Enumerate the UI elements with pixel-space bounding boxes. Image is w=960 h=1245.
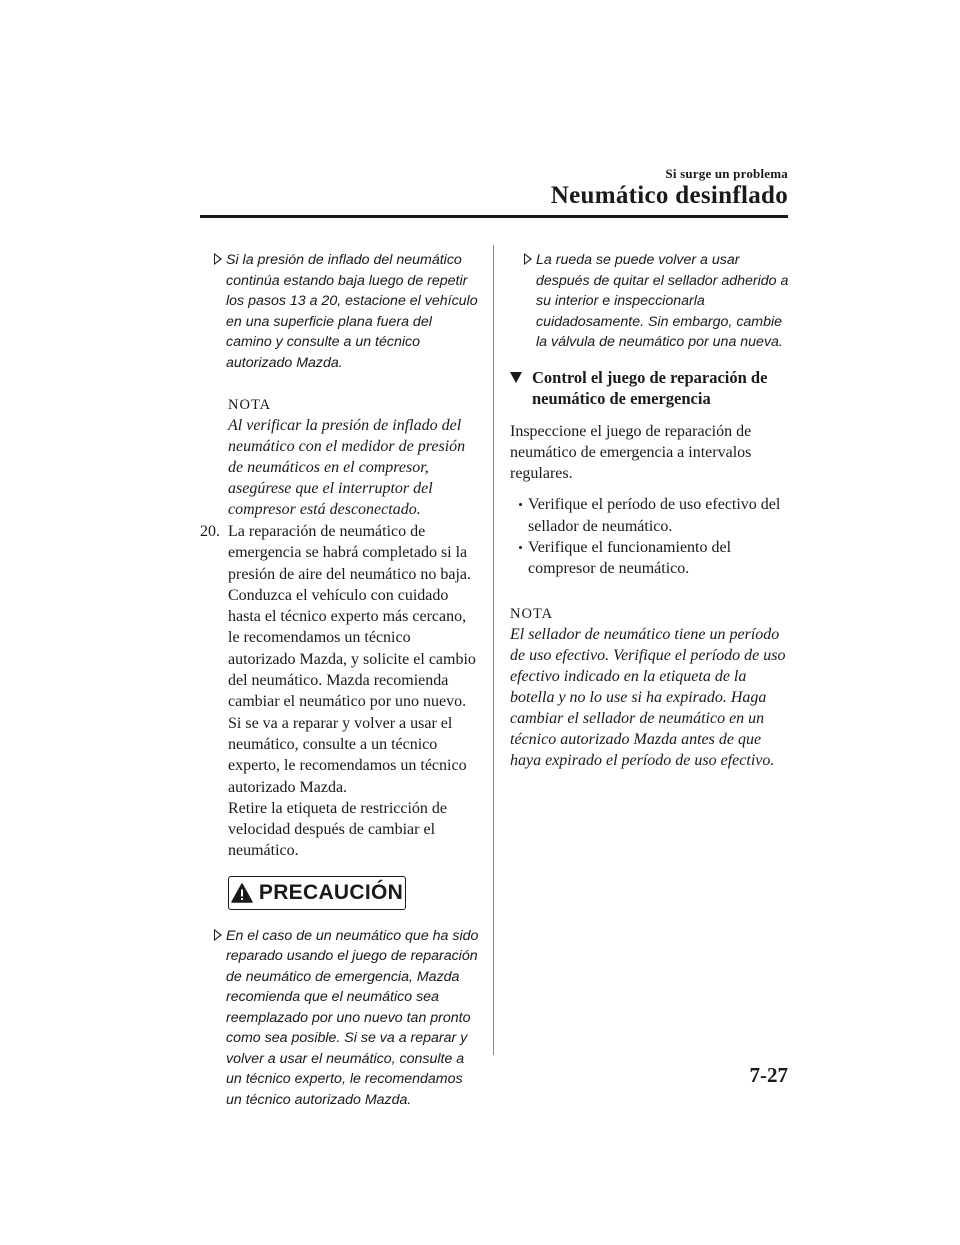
- section-heading: [510, 367, 792, 409]
- step-text: La reparación de neumático de emergencia se habrá completado si la presión de aire del neumático no baja. Conduzca el vehículo con cuidado hasta el técnico experto más cercano, le recomendamos un técnico autorizado Mazda, y solicite el cambio del neumático. Mazda recomienda cambiar el neumático por uno nuevo. Si se va a reparar y volver a usar el neumático, consulte a un técnico experto, le recomendamos un técnico autorizado Mazda.: [228, 523, 476, 796]
- warning-icon: [231, 883, 253, 903]
- arrow-icon: [524, 253, 532, 265]
- page-number: 7-27: [749, 1063, 788, 1087]
- note-label: NOTA: [510, 605, 554, 622]
- section-header: Si surge un problema: [665, 166, 788, 181]
- list-item: [510, 494, 792, 537]
- caution-label: PRECAUCIÓN: [258, 880, 404, 904]
- tip-item: [200, 250, 480, 373]
- tip-text: Si la presión de inflado del neumático continúa estando baja luego de repetir los pasos 13 a 20, estacione el vehículo en una superficie plana fuera del camino y consulte a un técnico autorizado Mazda.: [226, 252, 478, 371]
- note-block: [510, 604, 792, 771]
- right-column: [510, 250, 792, 771]
- step-text-2: Retire la etiqueta de restricción de velocidad después de cambiar el neumático.: [228, 799, 448, 860]
- note-block: [200, 395, 480, 520]
- column-divider: [493, 245, 494, 1055]
- triangle-down-icon: [510, 372, 522, 383]
- caution-box: [228, 876, 406, 910]
- left-column: [200, 250, 480, 1110]
- header-rule: [200, 215, 788, 218]
- tip-item: [510, 250, 792, 353]
- note-body: El sellador de neumático tiene un período de uso efectivo. Verifique el período de uso efectivo indicado en la etiqueta de la botella y no lo use si ha expirado. Haga cambiar el sellador de neumático en un técnico autorizado Mazda antes de que haya expirado el período de uso efectivo.: [510, 625, 786, 769]
- note-body: Al verificar la presión de inflado del neumático con el medidor de presión de neumáticos en el compresor, asegúrese que el interruptor del compresor está desconectado.: [228, 417, 466, 518]
- list-item-text: Verifique el período de uso efectivo del sellador de neumático.: [528, 496, 781, 535]
- note-label: NOTA: [228, 397, 272, 413]
- caution-item: [200, 926, 480, 1111]
- step-number: 20.: [200, 523, 220, 540]
- arrow-icon: [214, 253, 222, 265]
- bullet-icon: [519, 546, 522, 549]
- tip-text: La rueda se puede volver a usar después de quitar el sellador adherido a su interior e inspeccionarla cuidadosamente. Sin embargo, cambie la válvula de neumático por una nueva.: [536, 252, 789, 350]
- section-heading-text: Control el juego de reparación de neumático de emergencia: [532, 367, 768, 408]
- caution-text: En el caso de un neumático que ha sido reparado usando el juego de reparación de neumático de emergencia, Mazda recomienda que el neumático sea reemplazado por uno nuevo tan pronto como sea posible. Si se va a reparar y volver a usar el neumático, consulte a un técnico experto, le recomendamos un técnico autorizado Mazda.: [226, 927, 479, 1108]
- page-title: Neumático desinflado: [550, 182, 788, 209]
- intro-paragraph: Inspeccione el juego de reparación de neumático de emergencia a intervalos regulares.: [510, 422, 752, 483]
- bullet-list: [510, 494, 792, 579]
- bullet-icon: [519, 503, 522, 506]
- arrow-icon: [214, 929, 222, 941]
- list-item: [510, 537, 792, 580]
- list-item-text: Verifique el funcionamiento del compresor de neumático.: [528, 538, 732, 578]
- step-20: [200, 521, 480, 862]
